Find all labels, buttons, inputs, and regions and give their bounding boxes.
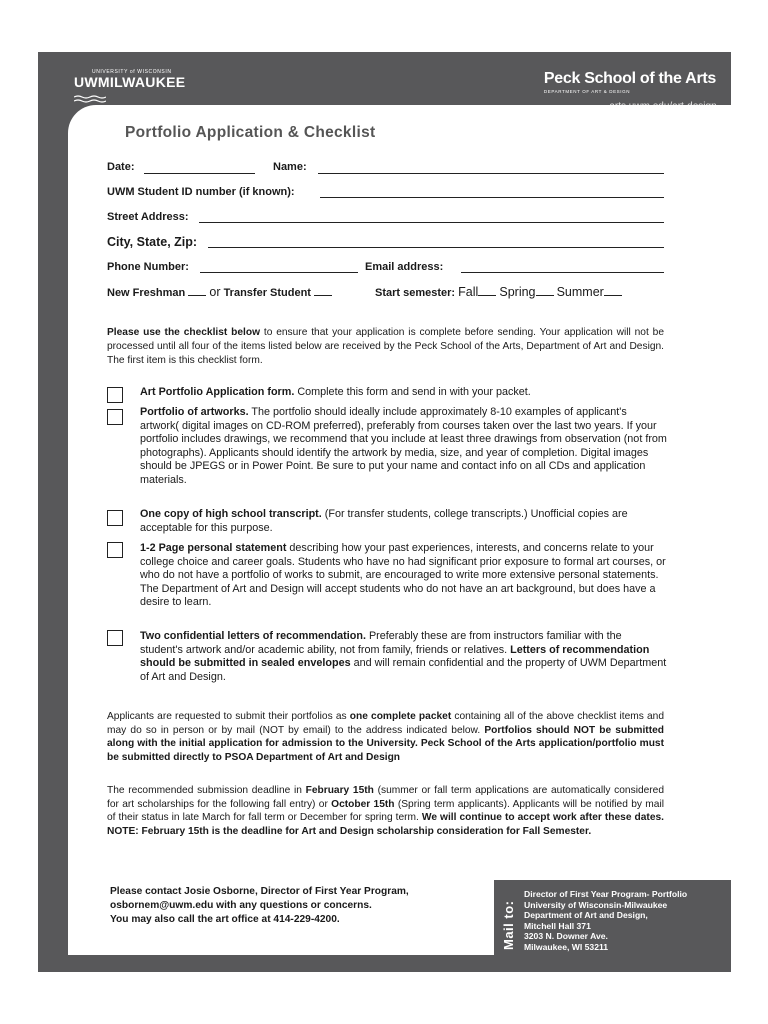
student-type-row <box>107 285 332 299</box>
phone-label: Phone Number: <box>107 261 189 273</box>
name-label: Name: <box>273 161 307 173</box>
intro-text: to ensure that your application is complete before sending. Your application will not be processed until all four of the items listed below are received by the Peck School of the Arts, Department of Art and Design. The first item is this checklist form. <box>107 327 664 366</box>
intro-bold: Please use the checklist below <box>107 327 261 338</box>
checklist-desc: (For transfer students, college transcripts.) Unofficial copies are acceptable for this purpose. <box>140 508 628 534</box>
email-field[interactable] <box>461 272 664 273</box>
deadline-bold: February 15th <box>305 785 374 796</box>
mail-address-line: Mitchell Hall 371 <box>524 920 591 931</box>
mail-address <box>524 889 687 952</box>
student-id-label: UWM Student ID number (if known): <box>107 186 295 198</box>
date-label: Date: <box>107 161 135 173</box>
checklist-desc: The portfolio should ideally include approximately 8-10 examples of applicant's artwork( digital images on CD-ROM preferred), preferably from courses taken over the last two years. If your portfolio includes drawings, we recommend that you include at least three drawings from observation (not from photographs). Applicants should identify the artwork by media, size, and year of completion. Digital images should be JPEGS or in Power Point. Be sure to put your name and contact info on all CDs and application materials. <box>140 406 667 486</box>
spring-label: Spring <box>499 285 536 299</box>
uwm-logo-small: UNIVERSITY of WISCONSIN <box>92 69 172 75</box>
checklist-text <box>140 630 667 684</box>
contact-block <box>110 885 409 927</box>
submission-text: containing all of the above checklist items and may do so in person or by mail (NOT by email) to the address indicated below. <box>107 711 664 736</box>
checklist-text <box>140 508 667 535</box>
mail-address-line: University of Wisconsin-Milwaukee <box>524 899 668 910</box>
page-title: Portfolio Application & Checklist <box>125 124 376 141</box>
city-label: City, State, Zip: <box>107 235 198 249</box>
peck-dept-name: DEPARTMENT OF ART & DESIGN <box>543 89 631 94</box>
email-label: Email address: <box>365 261 444 273</box>
deadline-bold: We will continue to accept work after these dates. NOTE: February 15th is the deadline for Art and Design scholarship consideration for Fall Semester. <box>107 812 664 837</box>
mail-address-line: 3203 N. Downer Ave. <box>524 931 608 941</box>
summer-blank[interactable] <box>604 295 622 296</box>
transfer-label: Transfer Student <box>223 287 311 299</box>
phone-field[interactable] <box>200 272 358 273</box>
deadline-text: (summer or fall term applications are automatically considered for art scholarships for the following fall entry) or <box>107 785 665 810</box>
freshman-label: New Freshman <box>107 287 186 299</box>
deadline-bold: October 15th <box>331 798 395 810</box>
fall-label: Fall <box>458 285 479 299</box>
checkbox[interactable] <box>107 387 123 403</box>
name-field[interactable] <box>318 173 664 174</box>
mail-address-line: Director of First Year Program- Portfolio <box>524 889 688 899</box>
submission-bold: one complete packet <box>349 711 452 722</box>
checkbox[interactable] <box>107 409 123 425</box>
checklist-text <box>140 542 667 610</box>
submission-paragraph <box>107 710 664 764</box>
submission-bold: Portfolios should NOT be submitted along with the initial application for admission to the University. Peck School of the Arts application/portfolio must be submitted directly to PSOA Department of Art and Design <box>107 724 664 763</box>
uwm-waves-icon <box>74 95 106 103</box>
checklist-desc: and will remain confidential and the property of UWM Department of Art and Design. <box>140 657 667 683</box>
checklist-text <box>140 386 667 400</box>
peck-school-logo <box>544 70 716 94</box>
semester-label: Start semester: <box>375 287 456 299</box>
checklist-desc: Preferably these are from instructors familiar with the student's artwork and/or academic ability, not from family, friends or relatives. <box>140 630 622 656</box>
mail-address-line: Milwaukee, WI 53211 <box>524 941 609 952</box>
deadline-paragraph <box>107 784 664 838</box>
student-id-field[interactable] <box>320 197 664 198</box>
intro-paragraph <box>107 326 664 368</box>
uwm-logo <box>74 69 185 108</box>
checklist-bold: Art Portfolio Application form. <box>140 386 295 398</box>
freshman-blank[interactable] <box>188 295 206 296</box>
street-label: Street Address: <box>107 211 189 223</box>
mail-to-box <box>494 880 731 955</box>
spring-blank[interactable] <box>536 295 554 296</box>
uwm-logo-big: UWMILWAUKEE <box>74 74 186 90</box>
contact-phone-line: You may also call the art office at 414-229-4200. <box>110 914 340 925</box>
checklist-desc: Complete this form and send in with your packet. <box>294 386 531 398</box>
checklist-bold: Portfolio of artworks. <box>140 406 249 418</box>
checklist-bold: Two confidential letters of recommendation. <box>140 630 366 642</box>
checklist-text <box>140 406 667 488</box>
deadline-text: (Spring term applicants). Applicants will be notified by mail of their status in late March for fall term or December for spring term. <box>107 798 664 824</box>
semester-row <box>375 285 622 299</box>
checklist-bold: Letters of recommendation should be submitted in sealed envelopes <box>140 643 650 670</box>
city-field[interactable] <box>208 247 664 248</box>
checkbox[interactable] <box>107 542 123 558</box>
mail-to-label: Mail to: <box>501 900 516 950</box>
peck-school-name: Peck School of the Arts <box>543 70 716 87</box>
mail-address-line: Department of Art and Design, <box>524 910 648 920</box>
checkbox[interactable] <box>107 630 123 646</box>
contact-line: Please contact Josie Osborne, Director of First Year Program, <box>110 886 409 897</box>
summer-label: Summer <box>556 285 604 299</box>
checklist-desc: describing how your past experiences, interests, and concerns relate to your college choice and career goals. Students who have no had significant prior exposure to formal art courses, or who do not have a portfolio of works to submit, are encouraged to write more extensive personal statements. The Department of Art and Design will accept students who do not have an art background, but does have a desire to learn. <box>140 542 666 609</box>
or-label: or <box>209 285 221 299</box>
contact-email-line[interactable]: osbornem@uwm.edu with any questions or concerns. <box>110 900 372 911</box>
checklist-bold: 1-2 Page personal statement <box>140 542 287 554</box>
transfer-blank[interactable] <box>314 295 332 296</box>
fall-blank[interactable] <box>478 295 496 296</box>
street-field[interactable] <box>199 222 664 223</box>
checklist-bold: One copy of high school transcript. <box>140 508 322 520</box>
submission-text: Applicants are requested to submit their portfolios as <box>107 711 350 722</box>
checkbox[interactable] <box>107 510 123 526</box>
deadline-text: The recommended submission deadline in <box>107 785 306 796</box>
date-field[interactable] <box>144 173 255 174</box>
